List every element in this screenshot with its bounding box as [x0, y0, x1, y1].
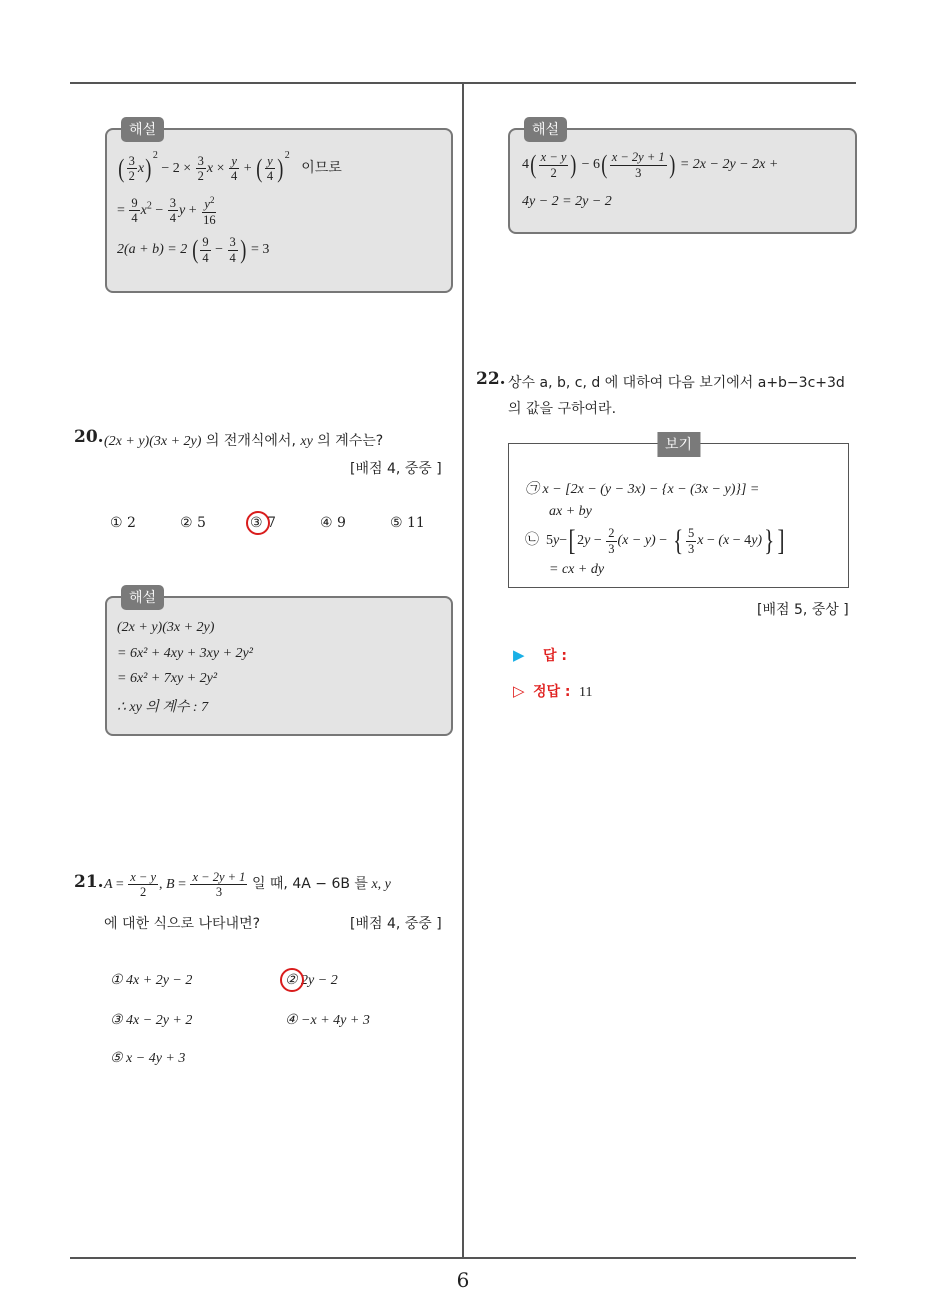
option-20-4[interactable]: ④ 9 [320, 515, 346, 531]
option-21-2[interactable]: ② 2y − 2 [285, 973, 338, 988]
solution-line1-end: = 2x − 2y − 2x + [679, 157, 779, 173]
question-stem-20 [104, 430, 383, 450]
stem-text: 의 전개식에서, [205, 433, 296, 449]
bogi-item-2-cont: = cx + dy [549, 562, 605, 577]
answer-mark-circle [280, 968, 304, 992]
page-number: 6 [456, 1268, 470, 1292]
stem-math: xy [300, 434, 313, 449]
solution-line: 2(a + b) = 2 ( $\frac{9}{4}$ − $\frac{3}{4}$ ) = 3 [117, 235, 270, 265]
option-20-5[interactable]: ⑤ 11 [390, 515, 425, 531]
bogi-box [508, 437, 849, 588]
correct-answer-value: 11 [578, 685, 593, 700]
correct-answer-row [513, 681, 592, 701]
solution-line: 4y − 2 = 2y − 2 [522, 194, 612, 209]
question-stem-21: A = $\frac{x - y}{2}$ , B = $\frac{x - 2y + 1}{3}$ 일 때, 4A − 6B 를 x, y [104, 870, 391, 900]
answer-label: 답 : [543, 648, 567, 664]
question-stem-21-line2: 에 대한 식으로 나타내면? [104, 916, 261, 932]
bogi-tag: 보기 [657, 432, 700, 457]
answer-mark-circle [246, 511, 270, 535]
solution-line: = 6x² + 4xy + 3xy + 2y² [117, 646, 253, 661]
solution-line: = 6x² + 7xy + 2y² [117, 671, 218, 686]
question-stem-22-line2: 의 값을 구하여라. [508, 401, 617, 417]
score-label-22: [배점 5, 중상 ] [757, 602, 849, 618]
solution-line3-end: = 3 [250, 242, 270, 258]
bogi-item-2: ㉡ 5y−[ 2y − $\frac{2}{3}$ (x − y) − { $\frac{5}{3}$ x − (x − 4y)} ] [525, 524, 785, 557]
question-number-21: 21. [74, 872, 104, 892]
option-20-2[interactable]: ② 5 [180, 515, 206, 531]
solution-box-21 [508, 122, 857, 234]
stem-math: (2x + y)(3x + 2y) [104, 434, 202, 449]
outline-arrow-icon: ▷ [513, 682, 525, 700]
question-stem-22: 상수 a, b, c, d 에 대하여 다음 보기에서 a+b−3c+3d [508, 375, 845, 391]
question-number-22: 22. [476, 369, 506, 389]
option-21-3[interactable]: ③ 4x − 2y + 2 [110, 1013, 193, 1028]
column-divider [462, 84, 464, 1258]
score-label-20: [배점 4, 중중 ] [350, 461, 442, 477]
option-21-4[interactable]: ④ −x + 4y + 3 [285, 1013, 370, 1028]
solution-box-19 [105, 122, 453, 293]
stem-vars: x, y [371, 877, 391, 893]
bottom-rule [70, 1257, 856, 1259]
solution-tag: 해설 [121, 585, 164, 610]
stem-text: 일 때, 4A − 6B 를 [251, 876, 368, 893]
solution-line: ( $\frac{3}{2}$ x)$^2$ − 2 × $\frac{3}{2}$ x × $\frac{y}{4}$ + ( $\frac{y}{4}$ )$^2$ 이므로 [118, 150, 342, 184]
solution-line: ∴ xy 의 계수 : 7 [117, 700, 209, 715]
solution-line: = $\frac{9}{4}$ $x^2$ − $\frac{3}{4}$ y + $\frac{y^2}{16}$ [117, 195, 216, 227]
bogi-item-1: ㉠ x − [2x − (y − 3x) − {x − (3x − y)}] = [525, 482, 760, 497]
solution-line3-lhs: 2(a + b) = 2 [117, 242, 188, 258]
option-20-1[interactable]: ① 2 [110, 515, 136, 531]
score-label-21: [배점 4, 중중 ] [350, 916, 442, 932]
question-number-20: 20. [74, 427, 104, 447]
solution-text: 이므로 [301, 160, 342, 176]
solution-tag: 해설 [121, 117, 164, 142]
option-21-1[interactable]: ① 4x + 2y − 2 [110, 973, 193, 988]
solution-line: 4( $\frac{x - y}{2}$ ) − 6( $\frac{x - 2y + 1}{3}$ ) = 2x − 2y − 2x + [522, 150, 779, 180]
bogi-item-1-cont: ax + by [549, 504, 592, 519]
stem-text: 의 계수는? [317, 433, 384, 449]
option-21-5[interactable]: ⑤ x − 4y + 3 [110, 1051, 186, 1066]
answer-row [513, 645, 567, 665]
solution-box-20 [105, 590, 453, 736]
play-arrow-icon: ▶ [513, 646, 525, 664]
solution-line: (2x + y)(3x + 2y) [117, 620, 215, 635]
correct-answer-label: 정답 : [533, 684, 571, 700]
solution-tag: 해설 [524, 117, 567, 142]
option-20-3[interactable]: ③ 7 [250, 515, 276, 531]
